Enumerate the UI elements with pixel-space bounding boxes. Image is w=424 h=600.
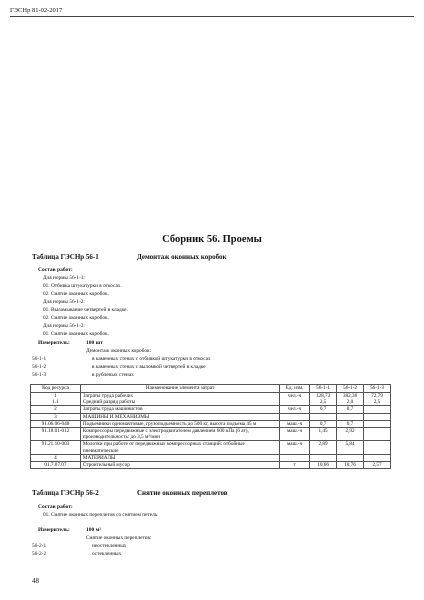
table-row — [31, 428, 391, 441]
table2-meter-label: Измеритель: — [38, 527, 70, 533]
table1-meter-label: Измеритель: — [38, 340, 70, 346]
norm-value-cell: 2,92 — [337, 428, 364, 441]
unit-cell — [280, 413, 310, 420]
work-line: 01. Снятие оконных коробок. — [43, 331, 109, 337]
table1-norm-texts — [92, 355, 211, 379]
norm-value-cell: 72,79 2,5 — [364, 393, 391, 406]
norm-value-cell: 382,36 2,0 — [337, 393, 364, 406]
table2-work-line: 01. Снятие оконных переплетов со снятием петель. — [43, 512, 159, 518]
unit-cell: маш.-ч — [280, 441, 310, 454]
table1-title: Демонтаж оконных коробок — [137, 253, 227, 261]
resource-name-cell: Компрессоры передвижные с электродвигателем давлением 600 кПа (6 ат), производительность: до 3,5 м³/мин — [80, 428, 279, 441]
norm-value-cell: 0,7 — [310, 420, 337, 427]
column-header: Ед. изм. — [280, 385, 310, 393]
resource-name-cell: Затраты труда машинистов — [80, 406, 279, 413]
work-line: 02. Снятие оконных коробок. — [43, 315, 109, 321]
table2-norms-heading: Снятие оконных переплетов: — [86, 535, 152, 541]
norm-value-cell: 0,7 — [337, 406, 364, 413]
table-row — [31, 462, 391, 469]
norm-value-cell — [310, 454, 337, 461]
resource-code-cell: 3 — [31, 413, 81, 420]
table-row — [31, 441, 391, 454]
norm-text: в рубленых стенах — [92, 372, 134, 378]
table2-title: Снятие оконных переплетов — [137, 489, 228, 497]
norm-value-cell — [364, 406, 391, 413]
table2-meter-value: 100 м² — [86, 527, 102, 533]
table2-norm-texts — [92, 542, 126, 558]
norm-value-cell: 5,84 — [337, 441, 364, 454]
running-header: ГЭСНр 81-02-2017 — [10, 7, 63, 14]
unit-cell — [280, 454, 310, 461]
unit-cell: маш.-ч — [280, 428, 310, 441]
work-line: Для нормы 56-1-2: — [43, 299, 85, 305]
table2-norm-codes — [32, 542, 46, 558]
column-header: Код ресурса — [31, 385, 81, 393]
table1-work-heading: Состав работ: — [38, 267, 73, 273]
resource-code-cell: 91.18.01-012 — [31, 428, 81, 441]
norm-code: 56-1-2 — [32, 364, 47, 370]
resource-code-cell: 1 1.1 — [31, 393, 81, 406]
resource-table — [30, 384, 391, 469]
norm-text: в каменных стенах с отбивкой штукатурки в откосах — [92, 356, 211, 362]
table-section-row — [31, 413, 391, 420]
resource-code-cell: 2 — [31, 406, 81, 413]
norm-value-cell: 1,45 — [310, 428, 337, 441]
resource-name-cell: Молотки при работе от передвижных компрессорных станций: отбойные пневматические — [80, 441, 279, 454]
table1-norms-heading: Демонтаж оконных коробок: — [86, 348, 152, 354]
resource-name-cell: Строительный мусор — [80, 462, 279, 469]
norm-code: 56-1-3 — [32, 372, 47, 378]
table-row — [31, 393, 391, 406]
norm-value-cell: 2,57 — [364, 462, 391, 469]
norm-value-cell — [364, 420, 391, 427]
table-row — [31, 420, 391, 427]
unit-cell: чел.-ч — [280, 393, 310, 406]
page-number: 48 — [32, 577, 39, 585]
table1-norm-codes — [32, 355, 46, 379]
header-rule — [10, 16, 414, 17]
norm-value-cell — [364, 441, 391, 454]
table1-meter-value: 100 шт — [86, 340, 103, 346]
norm-value-cell — [364, 428, 391, 441]
norm-value-cell: 0,7 — [337, 420, 364, 427]
work-line: 01. Выламывание четвертей в кладке. — [43, 307, 128, 313]
table-header-row — [31, 385, 391, 393]
table-row — [31, 406, 391, 413]
table1-label: Таблица ГЭСНр 56-1 — [32, 253, 99, 261]
work-line: 01. Отбивка штукатурки в откосах. — [43, 283, 122, 289]
norm-value-cell: 10,76 — [337, 462, 364, 469]
column-header: Наименование элемента затрат — [80, 385, 279, 393]
resource-code-cell: 91.21.10-003 — [31, 441, 81, 454]
column-header: 56-1-1 — [310, 385, 337, 393]
unit-cell: маш.-ч — [280, 420, 310, 427]
norm-code: 56-2-2 — [32, 551, 47, 557]
norm-code: 56-2-1 — [32, 543, 47, 549]
work-line: Для нормы 56-1-1: — [43, 275, 85, 281]
resource-code-cell: 4 — [31, 454, 81, 461]
work-line: 02. Снятие оконных коробок. — [43, 291, 109, 297]
norm-code: 56-1-1 — [32, 356, 47, 362]
norm-value-cell: 2,89 — [310, 441, 337, 454]
collection-title: Сборник 56. Проемы — [162, 234, 262, 245]
unit-cell: чел.-ч — [280, 406, 310, 413]
resource-code-cell: 91.06.06-048 — [31, 420, 81, 427]
column-header: 56-1-3 — [364, 385, 391, 393]
norm-text: неостекленных — [92, 543, 127, 549]
resource-name-cell: МАШИНЫ И МЕХАНИЗМЫ — [80, 413, 279, 420]
norm-value-cell: 128,73 2,5 — [310, 393, 337, 406]
norm-value-cell: 0,7 — [310, 406, 337, 413]
work-line: Для нормы 56-1-3: — [43, 323, 85, 329]
table2-label: Таблица ГЭСНр 56-2 — [32, 489, 99, 497]
resource-code-cell: 01.7.07.07 — [31, 462, 81, 469]
norm-value-cell: 10,66 — [310, 462, 337, 469]
table-section-row — [31, 454, 391, 461]
norm-text: остекленных — [92, 551, 122, 557]
norm-value-cell — [310, 413, 337, 420]
unit-cell: т — [280, 462, 310, 469]
resource-name-cell: МАТЕРИАЛЫ — [80, 454, 279, 461]
table2-work-heading: Состав работ: — [38, 504, 73, 510]
column-header: 56-1-2 — [337, 385, 364, 393]
norm-value-cell — [364, 413, 391, 420]
table-body — [31, 393, 391, 469]
resource-name-cell: Затраты труда рабочих Средний разряд работы — [80, 393, 279, 406]
norm-value-cell — [337, 454, 364, 461]
resource-name-cell: Подъемники одномачтовые, грузоподъемность до 500 кг, высота подъема 45 м — [80, 420, 279, 427]
norm-text: в каменных стенах с выломкой четвертей в кладке — [92, 364, 206, 370]
norm-value-cell — [364, 454, 391, 461]
table1-work-lines — [43, 274, 128, 338]
norm-value-cell — [337, 413, 364, 420]
